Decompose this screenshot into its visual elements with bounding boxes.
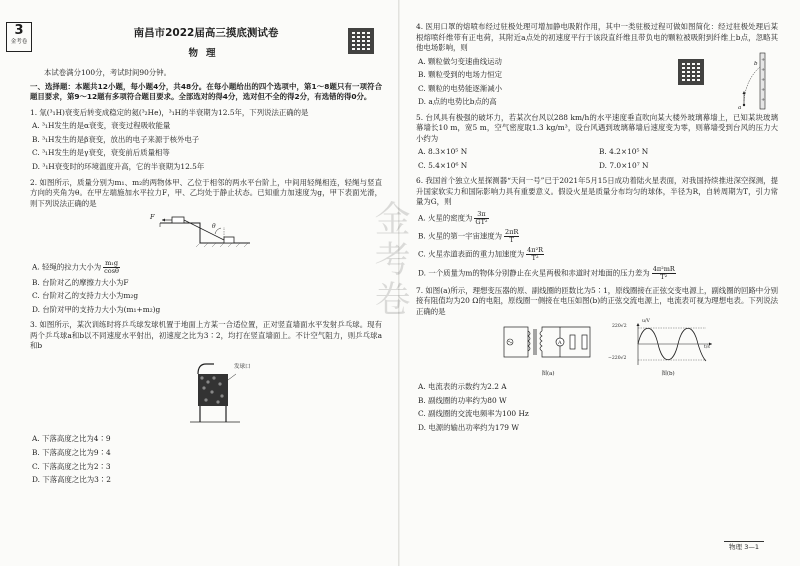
option-c: C. 下落高度之比为2∶3 — [32, 461, 111, 471]
option-a: A. 电流表的示数约为2.2 A — [418, 382, 507, 392]
option-b: B. ³₁H发生的是β衰变，放出的电子来源于核外电子 — [32, 134, 200, 144]
option-c-text: C. 火星赤道表面的重力加速度为 — [418, 249, 525, 259]
waveform-diagram — [620, 321, 716, 367]
numerator: 4π²R — [527, 246, 544, 255]
option-a — [32, 260, 382, 275]
option-c: C. 台阶对乙的支持力大小为m₂g — [32, 291, 139, 301]
option-b: B. 颗粒受到的电场力恒定 — [418, 70, 503, 80]
option-d: D. a点的电势比b点的高 — [418, 97, 497, 107]
exam-subject: 物理 — [188, 47, 224, 59]
svg-text:+: + — [761, 56, 766, 63]
ball-launcher-figure — [180, 356, 382, 430]
denominator: T² — [660, 272, 668, 281]
option-c — [418, 247, 778, 262]
denominator: T² — [531, 254, 539, 263]
option-b: B. 台阶对乙的摩擦力大小为F — [32, 277, 129, 287]
option-d: D. 台阶对甲的支持力大小为(m₁+m₂)g — [32, 304, 161, 314]
transformer-figures — [500, 321, 778, 377]
options-row-1 — [416, 147, 778, 158]
y-max-label: 220√2 — [612, 324, 627, 330]
option-b: B. 下落高度之比为9∶4 — [32, 447, 111, 457]
footer-subject: 物理 — [728, 542, 742, 551]
angle-label: θ — [212, 223, 216, 231]
option-c: C. ³₁H发生的是γ衰变，衰变前后质量相等 — [32, 148, 170, 158]
options-row-2 — [416, 161, 778, 172]
option-d: D. ³₁H衰变时的环境温度升高，它的半衰期为12.5年 — [32, 162, 205, 171]
qr-code-icon — [348, 28, 374, 54]
figure-a-caption: 图(a) — [541, 370, 555, 377]
question-4-body — [416, 56, 778, 111]
denominator: T — [509, 236, 514, 245]
option-d: D. 电源的输出功率约为179 W — [418, 422, 519, 432]
exam-intro: 本试卷满分100分，考试时间90分钟。 — [44, 68, 171, 78]
option-a-fraction — [474, 211, 488, 226]
option-a-fraction — [103, 260, 120, 275]
option-d — [418, 266, 778, 281]
question-7 — [416, 286, 778, 434]
launch-port-label: 发球口 — [234, 363, 251, 370]
denominator: GT² — [475, 217, 488, 226]
option-a: A. 8.3×10⁵ N — [418, 147, 468, 157]
page-footer — [724, 541, 764, 552]
option-b — [418, 229, 778, 244]
option-b-text: B. 火星的第一宇宙速度为 — [418, 231, 503, 241]
point-a-label: a — [738, 104, 742, 111]
right-column — [400, 0, 800, 566]
question-stem: 3. 如图所示，某次训练时将乒乓球发球机置于地面上方某一合适位置，正对竖直墙面水平发射乒乓球。现有两个乒乓球a和b以不同速度水平射出，初速度之比为3∶2，均打在竖直墙面上。不计空气阻力，则乒乓球a和b — [30, 320, 382, 351]
figure-b-caption: 图(b) — [661, 370, 675, 377]
x-unit-label: t/s — [704, 345, 710, 351]
question-stem: 5. 台风具有极强的破坏力，若某次台风以288 km/h的水平速度垂直吹向某大楼外玻璃幕墙上，已知某块玻璃幕墙长10 m，宽5 m，空气密度取1.3 kg/m³，设台风遇到玻璃幕墙后速度变为零，则幕墙受到台风的压力大小约为 — [416, 112, 778, 143]
y-unit-label: u/V — [642, 319, 650, 325]
option-c: C. 颗粒的电势能逐渐减小 — [418, 83, 502, 93]
svg-text:+: + — [761, 86, 766, 93]
question-6 — [416, 176, 778, 281]
option-c: C. 5.4×10⁶ N — [418, 160, 468, 170]
circuit-diagram — [500, 321, 596, 367]
question-1 — [30, 108, 382, 173]
option-b: B. 副线圈的功率约为80 W — [418, 395, 507, 405]
force-label: F — [150, 213, 155, 222]
option-d-fraction — [652, 266, 676, 281]
option-d: D. 下落高度之比为3∶2 — [32, 475, 111, 485]
denominator: cosθ — [104, 266, 119, 275]
question-stem: 4. 医用口罩的熔喷布经过驻极处理可增加静电吸附作用，其中一类驻极过程可做如图简化：经过驻极处理后某根熔喷纤维带有正电荷，其附近a点处的初速度平行于该段直纤维且带负电的颗粒被吸附到纤维上b点，忽略其他电场影响，则 — [416, 22, 778, 53]
waveform-figure — [608, 319, 716, 377]
svg-text:+: + — [761, 76, 766, 83]
numerator: m₁g — [105, 258, 119, 267]
numerator: 2πR — [505, 228, 519, 237]
option-b: B. 4.2×10⁵ N — [599, 147, 649, 157]
option-a: A. ³₁H发生的是α衰变，衰变过程吸收能量 — [32, 121, 171, 131]
option-a — [418, 211, 778, 226]
question-3 — [30, 320, 382, 485]
exam-title: 南昌市2022届高三摸底测试卷 — [133, 27, 279, 39]
option-d: D. 7.0×10⁷ N — [599, 160, 649, 170]
fiber-diagram — [734, 49, 774, 113]
numerator: 3π — [474, 211, 488, 219]
option-a: A. 颗粒做匀变速曲线运动 — [418, 56, 502, 66]
option-c-fraction — [526, 247, 544, 262]
svg-text:A: A — [558, 340, 562, 347]
y-min-label: −220√2 — [608, 356, 627, 362]
section-heading: 一、选择题：本题共12小题，每小题4分，共48分。在每小题给出的四个选项中，第1～8题只有一项符合题目要求，第9～12题有多项符合题目要求。全部选对的得4分，选对但不全的得2分，有选错的得0分。 — [30, 81, 382, 102]
qr-code-icon — [678, 59, 704, 85]
option-c: C. 副线圈的交流电频率为100 Hz — [418, 409, 529, 419]
option-a: A. 下落高度之比为4∶9 — [32, 434, 111, 444]
numerator: 4π²mR — [652, 264, 675, 273]
volume-number: 3 — [14, 23, 24, 38]
stairs-diagram — [150, 213, 260, 251]
point-b-label: b — [754, 60, 758, 67]
volume-badge — [6, 22, 32, 52]
question-stem: 1. 氚(³₁H)衰变后转变成稳定的氦(³₂He)，³₁H的半衰期为12.5年，下列说法正确的是 — [30, 107, 309, 117]
question-2 — [30, 178, 382, 316]
footer-page-number: 3—1 — [744, 542, 760, 551]
question-stem: 2. 如图所示，质量分别为m₁、m₂的两物体甲、乙位于相邻的两水平台阶上，中间用轻绳相连，轻绳与竖直方向的夹角为θ。在甲左端施加水平拉力F，甲、乙均处于静止状态。已知重力加速度为g，甲下表面光滑，则下列说法正确的是 — [30, 177, 382, 208]
stairs-figure — [150, 213, 382, 255]
question-5 — [416, 113, 778, 172]
svg-text:+: + — [761, 66, 766, 73]
option-a-text: A. 火星的密度为 — [418, 213, 473, 223]
question-4 — [416, 22, 778, 111]
circuit-figure — [500, 321, 596, 377]
option-b-fraction — [504, 229, 519, 244]
option-a-text: A. 轻绳的拉力大小为 — [32, 262, 102, 272]
volume-label: 金考卷 — [10, 39, 28, 45]
svg-text:+: + — [761, 96, 766, 103]
option-d-text: D. 一个质量为m的物体分别静止在火星两极和赤道时对地面的压力差为 — [418, 268, 650, 278]
question-stem: 7. 如图(a)所示，理想变压器的原、副线圈的匝数比为5∶1，原线圈接在正弦交变电源上，副线圈的回路中分别接有阻值均为20 Ω的电阻，原线圈一侧接在电压如图(b)的正弦交流电源上，电流表可视为理想电表。下列说法正确的是 — [416, 285, 778, 316]
watermark: 金考卷 — [369, 200, 411, 320]
question-stem: 6. 我国首个独立火星探测器“天问一号”已于2021年5月15日成功着陆火星表面，对我国持续推进深空探测，提升国家软实力和国际影响力具有重要意义。假设火星是质量分布均匀的球体，半径为R，自转周期为T，引力常量为G，则 — [416, 176, 778, 207]
